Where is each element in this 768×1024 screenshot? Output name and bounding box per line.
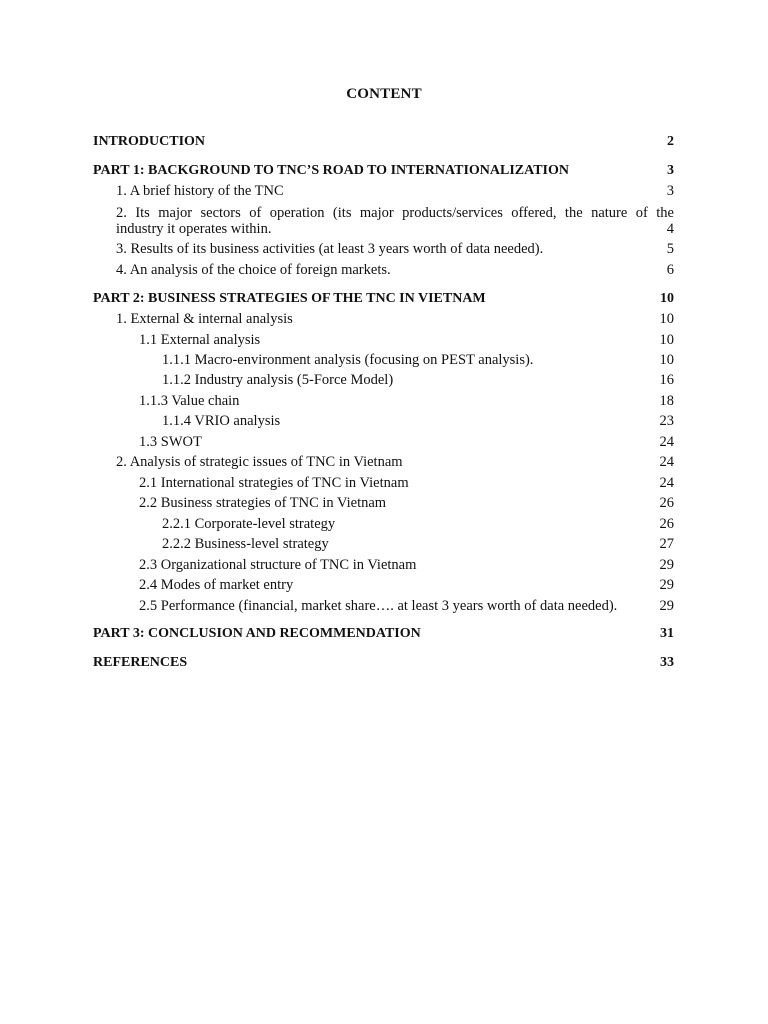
toc-entry-part2-1-1-4[interactable] — [162, 412, 674, 430]
toc-entry-page: 10 — [659, 311, 674, 327]
toc-entry-part2-2[interactable] — [116, 453, 674, 471]
toc-entry-label: 3. Results of its business activities (at least 3 years worth of data needed). — [116, 241, 544, 257]
toc-entry-part2-1-1-3[interactable] — [139, 392, 674, 410]
toc-entry-page: 18 — [659, 393, 674, 409]
toc-entry-part3[interactable] — [93, 625, 674, 643]
toc-entry-part2[interactable] — [93, 290, 674, 308]
toc-entry-label: INTRODUCTION — [93, 134, 206, 149]
toc-entry-label: 2.2.1 Corporate-level strategy — [162, 516, 336, 532]
toc-entry-page: 10 — [660, 291, 674, 306]
toc-entry-page: 24 — [659, 454, 674, 470]
toc-entry-label-line2: industry it operates within. — [116, 221, 272, 237]
toc-entry-label: PART 1: BACKGROUND TO TNC’S ROAD TO INTERNATIONALIZATION — [93, 163, 569, 178]
toc-entry-label: 1. External & internal analysis — [116, 311, 293, 327]
toc-entry-page: 31 — [660, 626, 674, 641]
toc-entry-part2-2-4[interactable] — [139, 576, 674, 594]
toc-entry-page: 29 — [659, 598, 674, 614]
toc-entry-part1-1[interactable] — [116, 182, 674, 200]
toc-entry-part1-3[interactable] — [116, 240, 674, 258]
toc-entry-page: 6 — [666, 262, 674, 278]
toc-entry-label: 1.1.2 Industry analysis (5-Force Model) — [162, 372, 394, 388]
toc-entry-label: 1.1.1 Macro-environment analysis (focusing on PEST analysis). — [162, 352, 534, 368]
toc-entry-label-line1: 2. Its major sectors of operation (its major products/services offered, the nature of the — [116, 205, 674, 221]
toc-entry-page: 33 — [660, 655, 674, 670]
toc-entry-references[interactable] — [93, 654, 674, 672]
toc-entry-part2-2-2-2[interactable] — [162, 535, 674, 553]
toc-entry-part1-2[interactable] — [116, 205, 674, 237]
toc-entry-part2-2-5[interactable] — [139, 597, 674, 615]
toc-entry-label: 1. A brief history of the TNC — [116, 183, 284, 199]
page-title: CONTENT — [346, 86, 422, 102]
toc-entry-label: 4. An analysis of the choice of foreign markets. — [116, 262, 391, 278]
toc-entry-line2 — [116, 221, 674, 237]
toc-entry-page: 23 — [659, 413, 674, 429]
toc-entry-page: 24 — [659, 475, 674, 491]
toc-entry-page: 29 — [659, 557, 674, 573]
toc-entry-page: 10 — [659, 352, 674, 368]
toc-entry-label: 2.5 Performance (financial, market share…. at least 3 years worth of data needed). — [139, 598, 618, 614]
toc-entry-page: 26 — [659, 495, 674, 511]
toc-entry-part2-2-2-1[interactable] — [162, 515, 674, 533]
toc-entry-label: 2. Analysis of strategic issues of TNC in Vietnam — [116, 454, 403, 470]
toc-entry-part2-1-1-2[interactable] — [162, 371, 674, 389]
toc-entry-label: REFERENCES — [93, 655, 188, 670]
toc-entry-label: 2.2 Business strategies of TNC in Vietnam — [139, 495, 387, 511]
toc-entry-page: 16 — [659, 372, 674, 388]
toc-entry-label: 2.3 Organizational structure of TNC in Vietnam — [139, 557, 417, 573]
toc-entry-page: 24 — [659, 434, 674, 450]
toc-entry-page: 5 — [666, 241, 674, 257]
toc-entry-label: 2.1 International strategies of TNC in Vietnam — [139, 475, 409, 491]
toc-entry-part1[interactable] — [93, 162, 674, 180]
toc-entry-label: 1.3 SWOT — [139, 434, 202, 450]
toc-entry-page: 2 — [667, 134, 674, 149]
toc-entry-page: 3 — [667, 163, 674, 178]
toc-entry-label: PART 2: BUSINESS STRATEGIES OF THE TNC IN VIETNAM — [93, 291, 486, 306]
toc-entry-page: 3 — [666, 183, 674, 199]
toc-entry-part2-2-1[interactable] — [139, 474, 674, 492]
toc-entry-page: 4 — [666, 221, 674, 237]
toc-entry-part2-1-1-1[interactable] — [162, 351, 674, 369]
toc-entry-part2-2-2[interactable] — [139, 494, 674, 512]
toc-entry-introduction[interactable] — [93, 133, 674, 151]
toc-entry-label: 1.1.4 VRIO analysis — [162, 413, 281, 429]
toc-entry-part2-1-3[interactable] — [139, 433, 674, 451]
toc-entry-label: 2.4 Modes of market entry — [139, 577, 294, 593]
toc-entry-part1-4[interactable] — [116, 261, 674, 279]
toc-entry-page: 27 — [659, 536, 674, 552]
toc-entry-page: 26 — [659, 516, 674, 532]
toc-entry-label: PART 3: CONCLUSION AND RECOMMENDATION — [93, 626, 421, 641]
toc-entry-part2-1-1[interactable] — [139, 331, 674, 349]
toc-entry-part2-2-3[interactable] — [139, 556, 674, 574]
toc-entry-page: 29 — [659, 577, 674, 593]
toc-entry-page: 10 — [659, 332, 674, 348]
toc-entry-label: 1.1.3 Value chain — [139, 393, 240, 409]
toc-entry-part2-1[interactable] — [116, 310, 674, 328]
toc-entry-label: 1.1 External analysis — [139, 332, 261, 348]
toc-entry-label: 2.2.2 Business-level strategy — [162, 536, 329, 552]
